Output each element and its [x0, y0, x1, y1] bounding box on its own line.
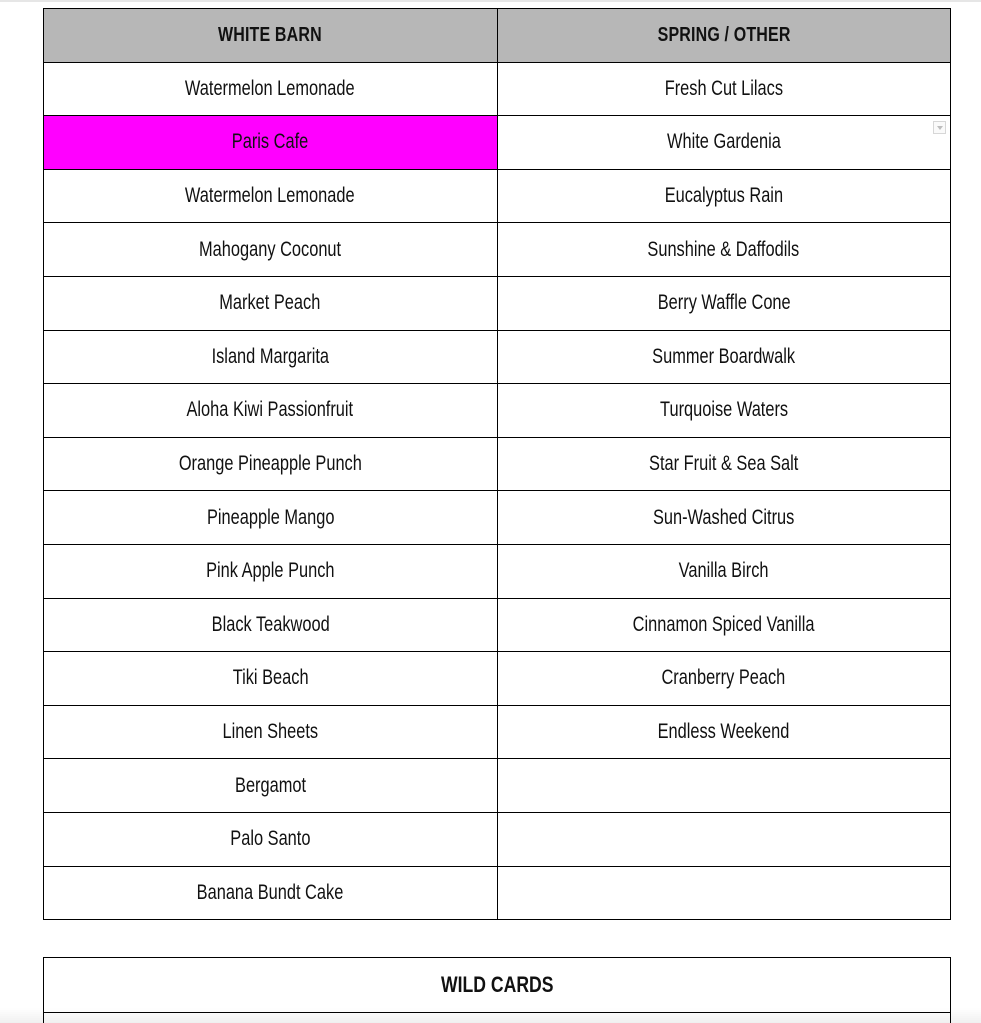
wild-cards-title: WILD CARDS [440, 972, 554, 997]
page-bottom-shadow [0, 1008, 981, 1023]
cell-white-barn[interactable] [44, 812, 498, 866]
header-spring-other[interactable] [497, 9, 951, 63]
cell-spring-other[interactable] [497, 544, 951, 598]
cell-text: Bergamot [234, 773, 306, 797]
wild-cards-header-row [44, 958, 951, 1013]
cell-text: Sun-Washed Citrus [653, 505, 795, 529]
table-row [44, 223, 951, 277]
cell-white-barn[interactable] [44, 223, 498, 277]
top-divider [0, 0, 981, 2]
cell-white-barn[interactable] [44, 598, 498, 652]
cell-text: Paris Cafe [232, 130, 309, 154]
cell-white-barn[interactable] [44, 62, 498, 116]
cell-text: Pink Apple Punch [206, 559, 335, 583]
cell-text: Summer Boardwalk [652, 344, 796, 368]
scent-table [43, 8, 951, 920]
cell-text: Turquoise Waters [659, 398, 788, 422]
cell-spring-other[interactable] [497, 652, 951, 706]
cell-spring-other[interactable] [497, 116, 951, 170]
dropdown-arrow-icon[interactable] [933, 121, 946, 134]
cell-white-barn[interactable] [44, 705, 498, 759]
cell-text: Watermelon Lemonade [185, 76, 356, 100]
cell-white-barn[interactable] [44, 330, 498, 384]
table-row [44, 330, 951, 384]
cell-text: Fresh Cut Lilacs [664, 76, 783, 100]
cell-spring-other[interactable] [497, 491, 951, 545]
cell-text: Island Margarita [211, 344, 329, 368]
cell-spring-other[interactable] [497, 384, 951, 438]
cell-spring-other[interactable] [497, 276, 951, 330]
cell-spring-other[interactable] [497, 62, 951, 116]
table-row [44, 437, 951, 491]
cell-text: Cinnamon Spiced Vanilla [632, 612, 815, 636]
cell-white-barn[interactable] [44, 652, 498, 706]
cell-text: White Gardenia [666, 130, 781, 154]
cell-text: Berry Waffle Cone [657, 291, 791, 315]
cell-text: Orange Pineapple Punch [178, 452, 362, 476]
cell-text: Pineapple Mango [206, 505, 335, 529]
cell-white-barn[interactable] [44, 384, 498, 438]
table-header-row [44, 9, 951, 63]
cell-white-barn[interactable] [44, 276, 498, 330]
header-white-barn-label: WHITE BARN [218, 23, 323, 46]
table-row [44, 866, 951, 920]
cell-text: Endless Weekend [657, 720, 790, 744]
table-row [44, 759, 951, 813]
table-row [44, 116, 951, 170]
cell-text: Market Peach [219, 291, 321, 315]
cell-text: Eucalyptus Rain [664, 184, 783, 208]
wild-cards-header[interactable] [44, 958, 951, 1013]
cell-spring-other[interactable] [497, 705, 951, 759]
table-row [44, 812, 951, 866]
table-row [44, 491, 951, 545]
cell-white-barn[interactable] [44, 866, 498, 920]
cell-text: Tiki Beach [232, 666, 309, 690]
cell-spring-other[interactable] [497, 223, 951, 277]
cell-text: Linen Sheets [222, 720, 319, 744]
cell-white-barn[interactable] [44, 544, 498, 598]
cell-text: Sunshine & Daffodils [647, 237, 800, 261]
cell-spring-other[interactable] [497, 330, 951, 384]
cell-text: Watermelon Lemonade [185, 184, 356, 208]
cell-text: Aloha Kiwi Passionfruit [186, 398, 354, 422]
cell-spring-other[interactable] [497, 437, 951, 491]
table-row [44, 598, 951, 652]
table-row [44, 544, 951, 598]
cell-spring-other[interactable] [497, 169, 951, 223]
cell-white-barn[interactable] [44, 759, 498, 813]
cell-spring-other-empty[interactable] [497, 866, 951, 920]
table-row [44, 384, 951, 438]
cell-spring-other[interactable] [497, 598, 951, 652]
table-row [44, 276, 951, 330]
cell-spring-other-empty[interactable] [497, 759, 951, 813]
cell-white-barn[interactable] [44, 491, 498, 545]
cell-text: Palo Santo [230, 827, 311, 851]
cell-white-barn-highlighted[interactable] [44, 116, 498, 170]
table-row [44, 169, 951, 223]
cell-text: Cranberry Peach [661, 666, 786, 690]
header-spring-other-label: SPRING / OTHER [657, 23, 791, 46]
table-row [44, 652, 951, 706]
cell-text: Star Fruit & Sea Salt [649, 452, 799, 476]
cell-text: Black Teakwood [211, 612, 330, 636]
cell-text: Vanilla Birch [678, 559, 769, 583]
cell-spring-other-empty[interactable] [497, 812, 951, 866]
cell-white-barn[interactable] [44, 169, 498, 223]
cell-text: Banana Bundt Cake [196, 880, 344, 904]
table-row [44, 705, 951, 759]
header-white-barn[interactable] [44, 9, 498, 63]
cell-text: Mahogany Coconut [199, 237, 342, 261]
table-row [44, 62, 951, 116]
cell-white-barn[interactable] [44, 437, 498, 491]
